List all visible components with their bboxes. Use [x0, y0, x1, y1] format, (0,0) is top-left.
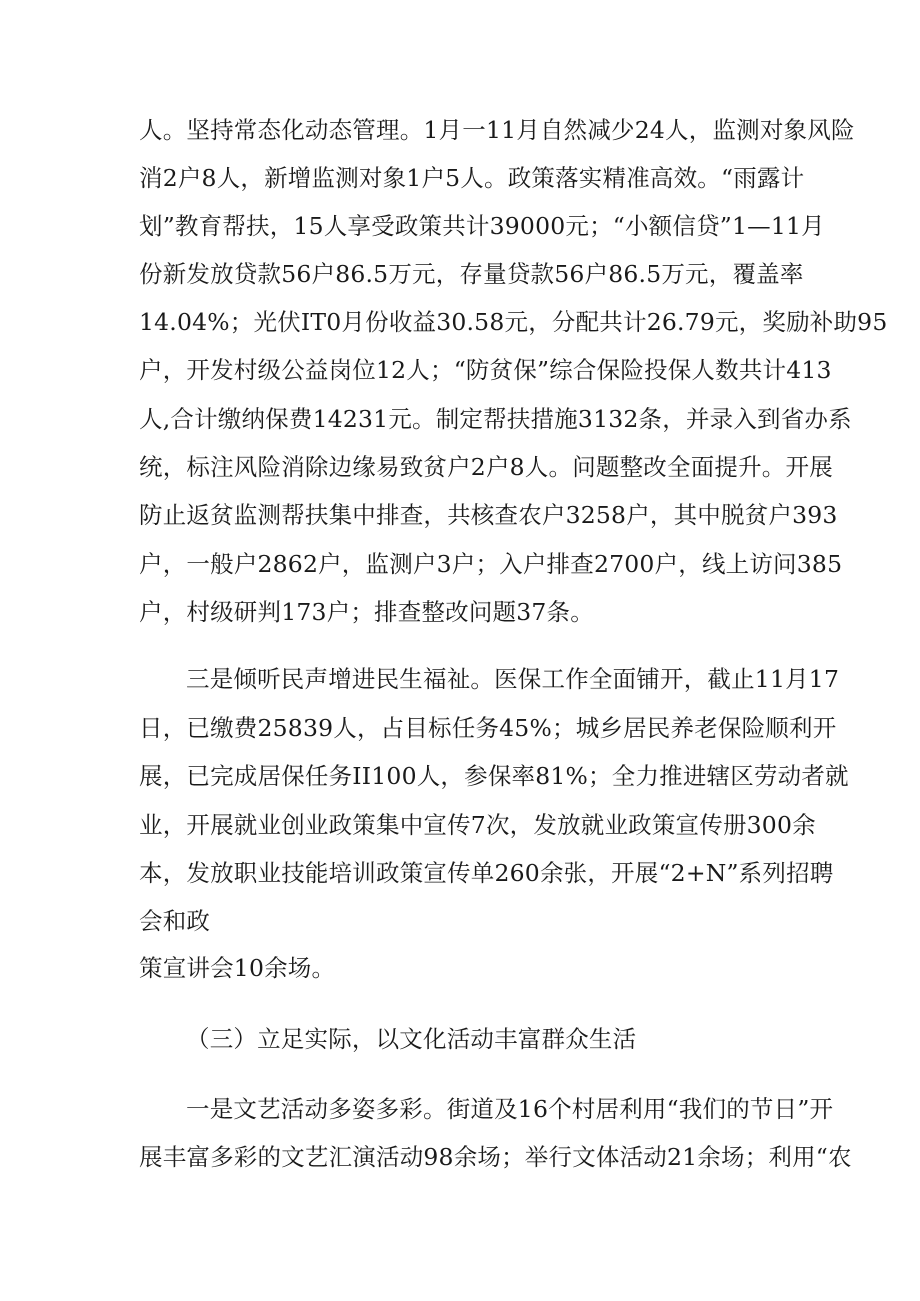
paragraph-1-line: 份新发放贷款56户86.5万元，存量贷款56户86.5万元，覆盖率 — [139, 260, 804, 288]
paragraph-1-line: 统，标注风险消除边缘易致贫户2户8人。问题整改全面提升。开展 — [139, 453, 833, 481]
paragraph-1-line: 防止返贫监测帮扶集中排查，共核查农户3258户，其中脱贫户393 — [139, 501, 838, 529]
paragraph-2-line: 策宣讲会10余场。 — [139, 954, 336, 982]
paragraph-3-line: 一是文艺活动多姿多彩。街道及16个村居利用“我们的节日”开 — [186, 1095, 834, 1123]
paragraph-1-line: 户，一般户2862户，监测户3户；入户排查2700户，线上访问385 — [139, 550, 843, 578]
section-heading: （三）立足实际，以文化活动丰富群众生活 — [186, 1025, 637, 1053]
paragraph-1-line: 人。坚持常态化动态管理。1月一11月自然减少24人，监测对象风险 — [139, 116, 855, 144]
paragraph-1-line: 划”教育帮扶，15人享受政策共计39000元；“小额信贷”1—11月 — [139, 212, 825, 240]
paragraph-1-line: 人,合计缴纳保费14231元。制定帮扶措施3132条，并录入到省办系 — [139, 405, 852, 433]
paragraph-2-line: 三是倾听民声增进民生福祉。医保工作全面铺开，截止11月17 — [186, 665, 840, 693]
paragraph-2-line: 日，已缴费25839人，占目标任务45%；城乡居民养老保险顺利开 — [139, 714, 837, 742]
paragraph-2-line: 会和政 — [139, 907, 211, 935]
paragraph-1-line: 户，开发村级公益岗位12人；“防贫保”综合保险投保人数共计413 — [139, 356, 832, 384]
paragraph-1-line: 14.04%；光伏IT0月份收益30.58元，分配共计26.79元，奖励补助95 — [139, 308, 888, 336]
paragraph-1-line: 消2户8人，新增监测对象1户5人。政策落实精准高效。“雨露计 — [139, 164, 805, 192]
paragraph-1-line: 户，村级研判173户；排查整改问题37条。 — [139, 598, 594, 626]
paragraph-2-line: 本，发放职业技能培训政策宣传单260余张，开展“2+N”系列招聘 — [139, 859, 834, 887]
paragraph-2-line: 业，开展就业创业政策集中宣传7次，发放就业政策宣传册300余 — [139, 811, 816, 839]
paragraph-2-line: 展，已完成居保任务II100人，参保率81%；全力推进辖区劳动者就 — [139, 762, 849, 790]
paragraph-3-line: 展丰富多彩的文艺汇演活动98余场；举行文体活动21余场；利用“农 — [139, 1143, 852, 1171]
